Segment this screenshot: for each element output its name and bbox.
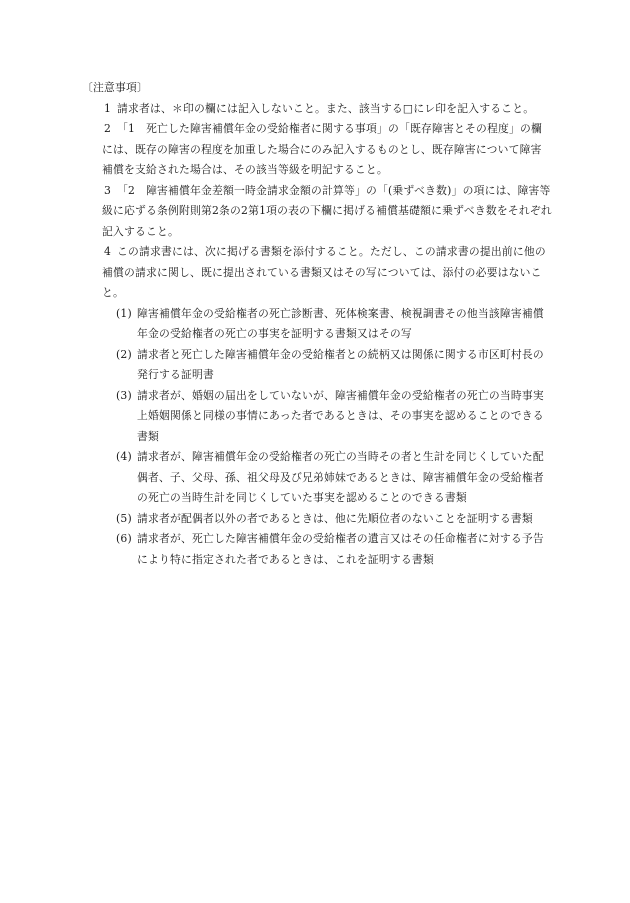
- attachment-item-2: [82, 345, 552, 386]
- attachment-item-1: [82, 304, 552, 345]
- attachment-text: 請求者と死亡した障害補償年金の受給権者との続柄又は関係に関する市区町村長の発行する証明書: [137, 347, 544, 381]
- attachment-text: 請求者が、死亡した障害補償年金の受給権者の遺言又はその任命権者に対する予告により特に指定された者であるときは、これを証明する書類: [137, 532, 544, 566]
- attachment-item-6: [82, 529, 552, 570]
- note-number: 1: [104, 101, 112, 115]
- attachment-item-5: [82, 509, 552, 530]
- attachment-number: (5): [116, 511, 132, 525]
- note-number: 4: [104, 245, 112, 258]
- note-text: 「2 障害補償年金差額一時金請求金額の計算等」の「(乗ずべき数)」の項には、障害等級に応ずる条例附則第2条の2第1項の表の下欄に掲げる補償基礎額に乗ずべき数をそれぞれ記入すること。: [102, 183, 552, 238]
- note-text: 「1 死亡した障害補償年金の受給権者に関する事項」の「既存障害とその程度」の欄には、既存の障害の程度を加重した場合にのみ記入するものとし、既存障害について障害補償を支給された場合は、その該当等級を明記すること。: [102, 122, 542, 176]
- note-item-2: [82, 119, 552, 181]
- attachment-text: 請求者が、障害補償年金の受給権者の死亡の当時その者と生計を同じくしていた配偶者、子、父母、孫、祖父母及び兄弟姉妹であるときは、障害補償年金の受給権者の死亡の当時生計を同じくしていた事実を認めることのできる書類: [137, 450, 544, 504]
- note-number: 2: [104, 122, 112, 135]
- attachment-number: (1): [116, 306, 132, 320]
- notes-section: [82, 78, 552, 570]
- attachment-number: (3): [116, 388, 132, 402]
- attachment-item-4: [82, 447, 552, 509]
- attachment-text: 請求者が配偶者以外の者であるときは、他に先順位者のないことを証明する書類: [137, 511, 533, 525]
- note-item-1: [82, 99, 552, 120]
- attachment-text: 障害補償年金の受給権者の死亡診断書、死体検案書、検視調書その他当該障害補償年金の受給権者の死亡の事実を証明する書類又はその写: [137, 306, 544, 340]
- attachment-number: (4): [116, 450, 132, 463]
- attachment-text: 請求者が、婚姻の届出をしていないが、障害補償年金の受給権者の死亡の当時事実上婚姻関係と同様の事情にあった者であるときは、その事実を認めることのできる書類: [137, 388, 544, 443]
- note-number: 3: [104, 183, 112, 197]
- attachment-number: (2): [116, 347, 132, 361]
- note-text: この請求書には、次に掲げる書類を添付すること。ただし、この請求書の提出前に他の補償の請求に関し、既に提出されている書類又はその写については、添付の必要はないこと。: [102, 245, 546, 299]
- notes-heading: 〔注意事項〕: [82, 81, 148, 94]
- note-item-4: [82, 242, 552, 304]
- attachment-number: (6): [116, 532, 132, 545]
- attachment-item-3: [82, 386, 552, 448]
- note-item-3: [82, 181, 552, 243]
- note-text: 請求者は、＊印の欄には記入しないこと。また、該当する□にレ印を記入すること。: [117, 101, 535, 115]
